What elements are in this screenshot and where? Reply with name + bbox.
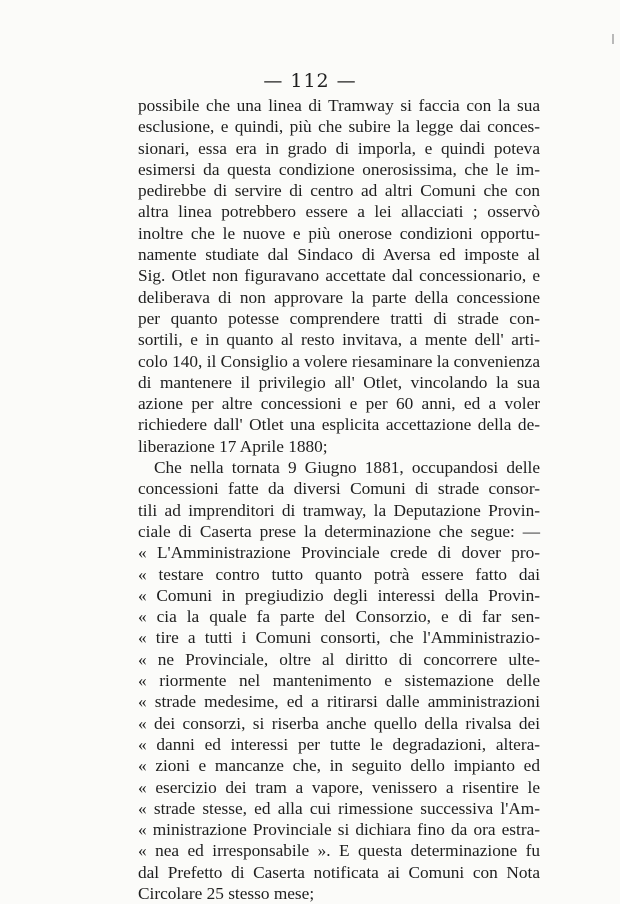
text-line: dal Prefetto di Caserta notificata ai Comuni con Nota [138, 862, 540, 882]
body-text [138, 95, 540, 904]
text-line: colo 140, il Consiglio a volere riesaminare la convenienza [138, 351, 540, 371]
page-number: — 112 — [263, 70, 357, 92]
text-line: per quanto potesse comprendere tratti di strade con- [138, 308, 540, 328]
quoted-line: « danni ed interessi per tutte le degradazioni, altera- [138, 734, 540, 754]
quoted-line: « cia la quale fa parte del Consorzio, e di far sen- [138, 607, 540, 627]
text-line: tili ad imprenditori di tramway, la Deputazione Provin- [138, 500, 540, 520]
text-line: inoltre che le nuove e più onerose condizioni opportu- [138, 223, 540, 243]
text-line: deliberava di non approvare la parte della concessione [138, 287, 540, 307]
quoted-line: « tire a tutti i Comuni consorti, che l'Amministrazio- [138, 628, 540, 648]
text-line: ciale di Caserta prese la determinazione che segue: — [138, 521, 540, 541]
quoted-line: « testare contro tutto quanto potrà essere fatto dai [138, 564, 540, 584]
text-line: esimersi da questa condizione onerosissima, che le im- [138, 159, 540, 179]
text-line: sortili, e in quanto al resto invitava, a mente dell' arti- [138, 330, 540, 350]
paragraph-start-line: Che nella tornata 9 Giugno 1881, occupandosi delle [154, 458, 540, 478]
text-line: Sig. Otlet non figuravano accettate dal concessionario, e [138, 266, 540, 286]
text-line: altra linea potrebbero essere a lei allacciati ; osservò [138, 202, 540, 222]
page-edge-mark [612, 34, 614, 44]
quoted-line: « esercizio dei tram a vapore, venissero a risentire le [138, 777, 540, 797]
text-line: richiedere dall' Otlet una esplicita accettazione della de- [138, 415, 540, 435]
paragraph-end-line: Circolare 25 stesso mese; [138, 883, 315, 903]
text-line: sionari, essa era in grado di imporla, e quindi poteva [138, 138, 540, 158]
quoted-line: « riormente nel mantenimento e sistemazione delle [138, 671, 540, 691]
quoted-line: « ne Provinciale, oltre al diritto di concorrere ulte- [138, 649, 540, 669]
quoted-line: « strade stesse, ed alla cui rimessione successiva l'Am- [138, 798, 540, 818]
quoted-line: « ministrazione Provinciale si dichiara fino da ora estra- [138, 820, 540, 840]
quoted-line: « strade medesime, ed a ritirarsi dalle amministrazioni [138, 692, 540, 712]
quoted-line: « zioni e mancanze che, in seguito dello impianto ed [138, 756, 540, 776]
quoted-line: « dei consorzi, si riserba anche quello della rivalsa dei [138, 713, 540, 733]
text-line: azione per altre concessioni e per 60 anni, ed a voler [138, 394, 540, 414]
quoted-line: « Comuni in pregiudizio degli interessi della Provin- [138, 585, 540, 605]
paragraph-end-line: liberazione 17 Aprile 1880; [138, 436, 328, 456]
quoted-line: « nea ed irresponsabile ». E questa determinazione fu [138, 841, 540, 861]
text-line: di mantenere il privilegio all' Otlet, vincolando la sua [138, 372, 540, 392]
text-line: possibile che una linea di Tramway si faccia con la sua [138, 96, 540, 115]
quoted-line: « L'Amministrazione Provinciale crede di dover pro- [138, 543, 540, 563]
text-line: namente studiate dal Sindaco di Aversa ed imposte al [138, 245, 540, 265]
text-line: pedirebbe di servire di centro ad altri Comuni che con [138, 181, 540, 201]
text-line: concessioni fatte da diversi Comuni di strade consor- [138, 479, 540, 499]
text-line: esclusione, e quindi, più che subire la legge dai conces- [138, 117, 540, 137]
